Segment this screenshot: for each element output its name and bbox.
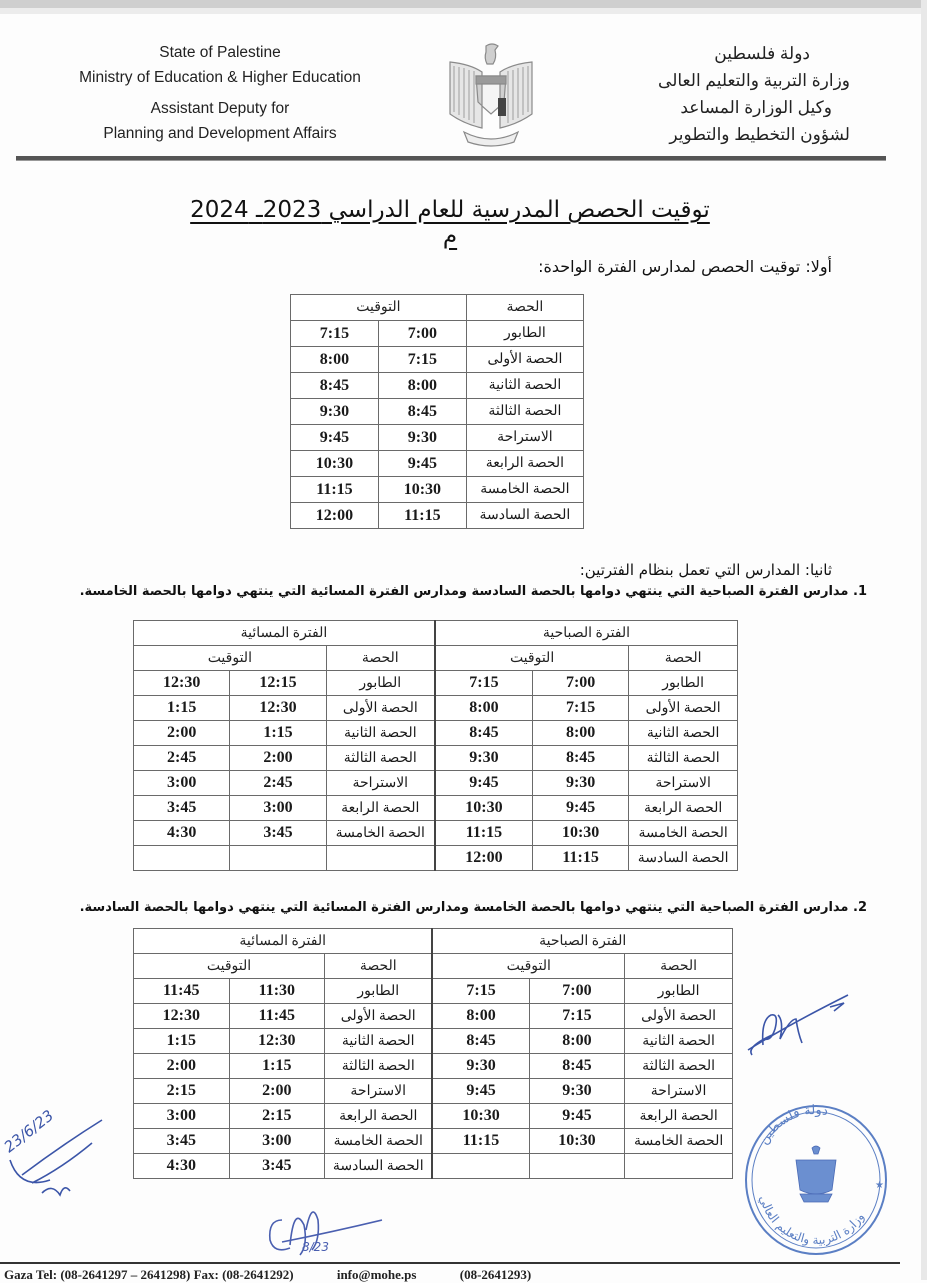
- evening-start-cell: 3:45: [230, 821, 326, 846]
- evening-period-cell: الطابور: [325, 979, 433, 1004]
- case1-note: 1. مدارس الفترة الصباحية التي ينتهي دوامها بالحصة السادسة ومدارس الفترة المسائية التي ينتهي دوامها بالحصة الخامسة.: [79, 584, 867, 599]
- double-shift-table-2: [133, 928, 733, 1179]
- morning-end-cell: 8:00: [435, 696, 533, 721]
- evening-col-time: التوقيت: [134, 954, 325, 979]
- scan-top-band: [0, 0, 927, 8]
- evening-start-cell: 2:00: [229, 1079, 325, 1104]
- evening-end-cell: 2:45: [134, 746, 230, 771]
- table-row: [291, 399, 584, 425]
- header-english: [40, 40, 400, 146]
- evening-end-cell: 1:15: [134, 696, 230, 721]
- table-shift-header-row: [134, 621, 738, 646]
- end-time-cell: 9:30: [291, 399, 379, 425]
- evening-period-cell: الحصة السادسة: [325, 1154, 433, 1179]
- evening-end-cell: 2:15: [134, 1079, 230, 1104]
- evening-start-cell: 3:45: [229, 1154, 325, 1179]
- table-row: [134, 796, 738, 821]
- morning-start-cell: [529, 1154, 625, 1179]
- header-en-line2: Ministry of Education & Higher Education: [79, 69, 361, 86]
- header-ar-line3: وكيل الوزارة المساعد: [680, 98, 832, 117]
- middle-handwritten-date: 8/23: [302, 1240, 329, 1254]
- header-ar-line2: وزارة التربية والتعليم العالى: [658, 71, 850, 90]
- morning-end-cell: 7:15: [432, 979, 529, 1004]
- evening-start-cell: 2:00: [230, 746, 326, 771]
- evening-period-cell: الاستراحة: [325, 1079, 433, 1104]
- morning-start-cell: 7:15: [532, 696, 628, 721]
- evening-period-cell: الحصة الثانية: [326, 721, 435, 746]
- end-time-cell: 11:15: [291, 477, 379, 503]
- footer-extra-phone: (08-2641293): [459, 1267, 532, 1282]
- morning-period-cell: الحصة الثانية: [625, 1029, 733, 1054]
- morning-end-cell: 7:15: [435, 671, 533, 696]
- morning-start-cell: 8:00: [532, 721, 628, 746]
- scan-right-edge: [921, 0, 927, 1280]
- evening-start-cell: 12:30: [230, 696, 326, 721]
- table-row: [134, 821, 738, 846]
- evening-start-cell: 11:30: [229, 979, 325, 1004]
- evening-end-cell: 3:45: [134, 796, 230, 821]
- morning-end-cell: 9:30: [432, 1054, 529, 1079]
- evening-period-cell: الحصة الثانية: [325, 1029, 433, 1054]
- evening-end-cell: 4:30: [134, 821, 230, 846]
- evening-start-cell: 3:00: [229, 1129, 325, 1154]
- evening-start-cell: 2:45: [230, 771, 326, 796]
- table-header-row: [134, 954, 733, 979]
- col-time-header: التوقيت: [291, 295, 467, 321]
- morning-period-cell: الطابور: [625, 979, 733, 1004]
- left-handwritten-date: 23/6/23: [0, 1106, 58, 1157]
- table-row: [291, 373, 584, 399]
- col-period-header: الحصة: [466, 295, 583, 321]
- morning-end-cell: 8:45: [435, 721, 533, 746]
- evening-period-cell: الطابور: [326, 671, 435, 696]
- table-row: [291, 477, 584, 503]
- morning-period-cell: الحصة السادسة: [629, 846, 738, 871]
- morning-period-cell: الحصة الرابعة: [629, 796, 738, 821]
- evening-period-cell: الحصة الأولى: [325, 1004, 433, 1029]
- stamp-text-bottom: وزارة التربية والتعليم العالي: [756, 1193, 867, 1248]
- morning-end-cell: 9:45: [432, 1079, 529, 1104]
- morning-period-cell: الحصة الثالثة: [625, 1054, 733, 1079]
- evening-end-cell: [134, 846, 230, 871]
- table-header-row: [134, 646, 738, 671]
- evening-end-cell: 4:30: [134, 1154, 230, 1179]
- morning-period-cell: الحصة الثالثة: [629, 746, 738, 771]
- single-shift-table: [290, 294, 584, 529]
- morning-period-cell: الحصة الأولى: [625, 1004, 733, 1029]
- morning-period-cell: الاستراحة: [625, 1079, 733, 1104]
- table-row: [134, 746, 738, 771]
- table-row: [291, 347, 584, 373]
- period-cell: الحصة الأولى: [466, 347, 583, 373]
- period-cell: الحصة الثانية: [466, 373, 583, 399]
- evening-start-cell: [230, 846, 326, 871]
- start-time-cell: 8:00: [378, 373, 466, 399]
- table-row: [291, 425, 584, 451]
- morning-period-cell: الحصة الخامسة: [629, 821, 738, 846]
- start-time-cell: 8:45: [378, 399, 466, 425]
- end-time-cell: 7:15: [291, 321, 379, 347]
- morning-start-cell: 7:15: [529, 1004, 625, 1029]
- morning-period-cell: الحصة الأولى: [629, 696, 738, 721]
- table-row: [134, 771, 738, 796]
- section2-heading: ثانيا: المدارس التي تعمل بنظام الفترتين:: [579, 561, 832, 579]
- footer-contact: [4, 1267, 571, 1283]
- morning-start-cell: 9:45: [532, 796, 628, 821]
- table-row: [134, 846, 738, 871]
- table-row: [134, 1129, 733, 1154]
- evening-end-cell: 2:00: [134, 1054, 230, 1079]
- table-row: [134, 1004, 733, 1029]
- document-title: توقيت الحصص المدرسية للعام الدراسي 2023ـ 2024 م: [190, 197, 710, 249]
- morning-end-cell: 11:15: [435, 821, 533, 846]
- header-ar-line1: دولة فلسطين: [714, 44, 810, 63]
- morning-start-cell: 10:30: [529, 1129, 625, 1154]
- table-row: [134, 1154, 733, 1179]
- svg-text:★: ★: [875, 1180, 884, 1191]
- table-row: [134, 1054, 733, 1079]
- morning-end-cell: 9:30: [435, 746, 533, 771]
- start-time-cell: 9:30: [378, 425, 466, 451]
- morning-start-cell: 7:00: [529, 979, 625, 1004]
- start-time-cell: 7:00: [378, 321, 466, 347]
- table-row: [134, 696, 738, 721]
- start-time-cell: 10:30: [378, 477, 466, 503]
- morning-period-cell: الحصة الرابعة: [625, 1104, 733, 1129]
- morning-shift-header: الفترة الصباحية: [432, 929, 732, 954]
- morning-period-cell: الحصة الخامسة: [625, 1129, 733, 1154]
- table-row: [134, 671, 738, 696]
- morning-start-cell: 11:15: [532, 846, 628, 871]
- footer-phone-fax: Gaza Tel: (08-2641297 – 2641298) Fax: (08-2641292): [4, 1267, 294, 1282]
- evening-start-cell: 12:15: [230, 671, 326, 696]
- period-cell: الحصة الثالثة: [466, 399, 583, 425]
- morning-period-cell: الطابور: [629, 671, 738, 696]
- evening-period-cell: الحصة الرابعة: [326, 796, 435, 821]
- period-cell: الحصة السادسة: [466, 503, 583, 529]
- evening-end-cell: 3:00: [134, 1104, 230, 1129]
- evening-end-cell: 12:30: [134, 671, 230, 696]
- morning-start-cell: 8:45: [529, 1054, 625, 1079]
- morning-start-cell: 8:00: [529, 1029, 625, 1054]
- header-divider: [16, 156, 886, 161]
- evening-start-cell: 2:15: [229, 1104, 325, 1129]
- evening-end-cell: 3:45: [134, 1129, 230, 1154]
- end-time-cell: 8:00: [291, 347, 379, 373]
- morning-start-cell: 8:45: [532, 746, 628, 771]
- morning-col-time: التوقيت: [435, 646, 629, 671]
- header-en-line3: Assistant Deputy for: [150, 100, 290, 117]
- evening-period-cell: الحصة الثالثة: [326, 746, 435, 771]
- official-stamp-icon: [738, 1098, 888, 1258]
- evening-period-cell: [326, 846, 435, 871]
- morning-period-cell: الحصة الثانية: [629, 721, 738, 746]
- morning-end-cell: 8:45: [432, 1029, 529, 1054]
- header-en-line4: Planning and Development Affairs: [103, 125, 337, 142]
- eagle-emblem-icon: [442, 40, 540, 155]
- morning-end-cell: 9:45: [435, 771, 533, 796]
- header-ar-line4: لشؤون التخطيط والتطوير: [669, 125, 850, 144]
- evening-end-cell: 3:00: [134, 771, 230, 796]
- evening-col-period: الحصة: [326, 646, 435, 671]
- period-cell: الاستراحة: [466, 425, 583, 451]
- morning-col-period: الحصة: [625, 954, 733, 979]
- end-time-cell: 9:45: [291, 425, 379, 451]
- table-row: [134, 979, 733, 1004]
- morning-start-cell: 9:30: [532, 771, 628, 796]
- table-row: [134, 1029, 733, 1054]
- footer-divider: [0, 1262, 900, 1264]
- period-cell: الطابور: [466, 321, 583, 347]
- end-time-cell: 10:30: [291, 451, 379, 477]
- scan-top-band-light: [0, 8, 927, 14]
- evening-period-cell: الحصة الخامسة: [325, 1129, 433, 1154]
- start-time-cell: 9:45: [378, 451, 466, 477]
- morning-period-cell: [625, 1154, 733, 1179]
- evening-shift-header: الفترة المسائية: [134, 929, 433, 954]
- morning-start-cell: 9:45: [529, 1104, 625, 1129]
- header-en-line1: State of Palestine: [159, 44, 281, 61]
- section1-heading: أولا: توقيت الحصص لمدارس الفترة الواحدة:: [538, 257, 832, 276]
- table-row: [291, 451, 584, 477]
- morning-col-period: الحصة: [629, 646, 738, 671]
- period-cell: الحصة الرابعة: [466, 451, 583, 477]
- evening-start-cell: 12:30: [229, 1029, 325, 1054]
- case2-note: 2. مدارس الفترة الصباحية التي ينتهي دوامها بالحصة الخامسة ومدارس الفترة المسائية التي ينتهي دوامها بالحصة السادسة.: [79, 900, 867, 915]
- start-time-cell: 11:15: [378, 503, 466, 529]
- evening-period-cell: الاستراحة: [326, 771, 435, 796]
- start-time-cell: 7:15: [378, 347, 466, 373]
- table-row: [134, 1079, 733, 1104]
- table-row: [291, 503, 584, 529]
- signature-middle-icon: [262, 1200, 392, 1265]
- morning-col-time: التوقيت: [432, 954, 624, 979]
- evening-start-cell: 11:45: [229, 1004, 325, 1029]
- morning-start-cell: 10:30: [532, 821, 628, 846]
- stamp-text-top: دولة فلسطين: [756, 1102, 830, 1148]
- footer-email[interactable]: info@mohe.ps: [336, 1267, 417, 1282]
- evening-shift-header: الفترة المسائية: [134, 621, 435, 646]
- evening-start-cell: 1:15: [230, 721, 326, 746]
- morning-end-cell: 10:30: [432, 1104, 529, 1129]
- evening-end-cell: 2:00: [134, 721, 230, 746]
- table-row: [134, 721, 738, 746]
- evening-start-cell: 1:15: [229, 1054, 325, 1079]
- end-time-cell: 12:00: [291, 503, 379, 529]
- evening-end-cell: 11:45: [134, 979, 230, 1004]
- evening-col-period: الحصة: [325, 954, 433, 979]
- evening-end-cell: 1:15: [134, 1029, 230, 1054]
- morning-period-cell: الاستراحة: [629, 771, 738, 796]
- morning-end-cell: 11:15: [432, 1129, 529, 1154]
- double-shift-table-1: [133, 620, 738, 871]
- morning-start-cell: 9:30: [529, 1079, 625, 1104]
- table-shift-header-row: [134, 929, 733, 954]
- evening-period-cell: الحصة الأولى: [326, 696, 435, 721]
- period-cell: الحصة الخامسة: [466, 477, 583, 503]
- evening-period-cell: الحصة الخامسة: [326, 821, 435, 846]
- header-arabic: [630, 40, 850, 148]
- table-row: [134, 1104, 733, 1129]
- table-header-row: [291, 295, 584, 321]
- morning-end-cell: [432, 1154, 529, 1179]
- morning-end-cell: 10:30: [435, 796, 533, 821]
- table-row: [291, 321, 584, 347]
- evening-period-cell: الحصة الثالثة: [325, 1054, 433, 1079]
- morning-shift-header: الفترة الصباحية: [435, 621, 738, 646]
- morning-start-cell: 7:00: [532, 671, 628, 696]
- evening-col-time: التوقيت: [134, 646, 327, 671]
- end-time-cell: 8:45: [291, 373, 379, 399]
- evening-end-cell: 12:30: [134, 1004, 230, 1029]
- evening-period-cell: الحصة الرابعة: [325, 1104, 433, 1129]
- morning-end-cell: 8:00: [432, 1004, 529, 1029]
- morning-end-cell: 12:00: [435, 846, 533, 871]
- signature-right-icon: [738, 985, 858, 1065]
- evening-start-cell: 3:00: [230, 796, 326, 821]
